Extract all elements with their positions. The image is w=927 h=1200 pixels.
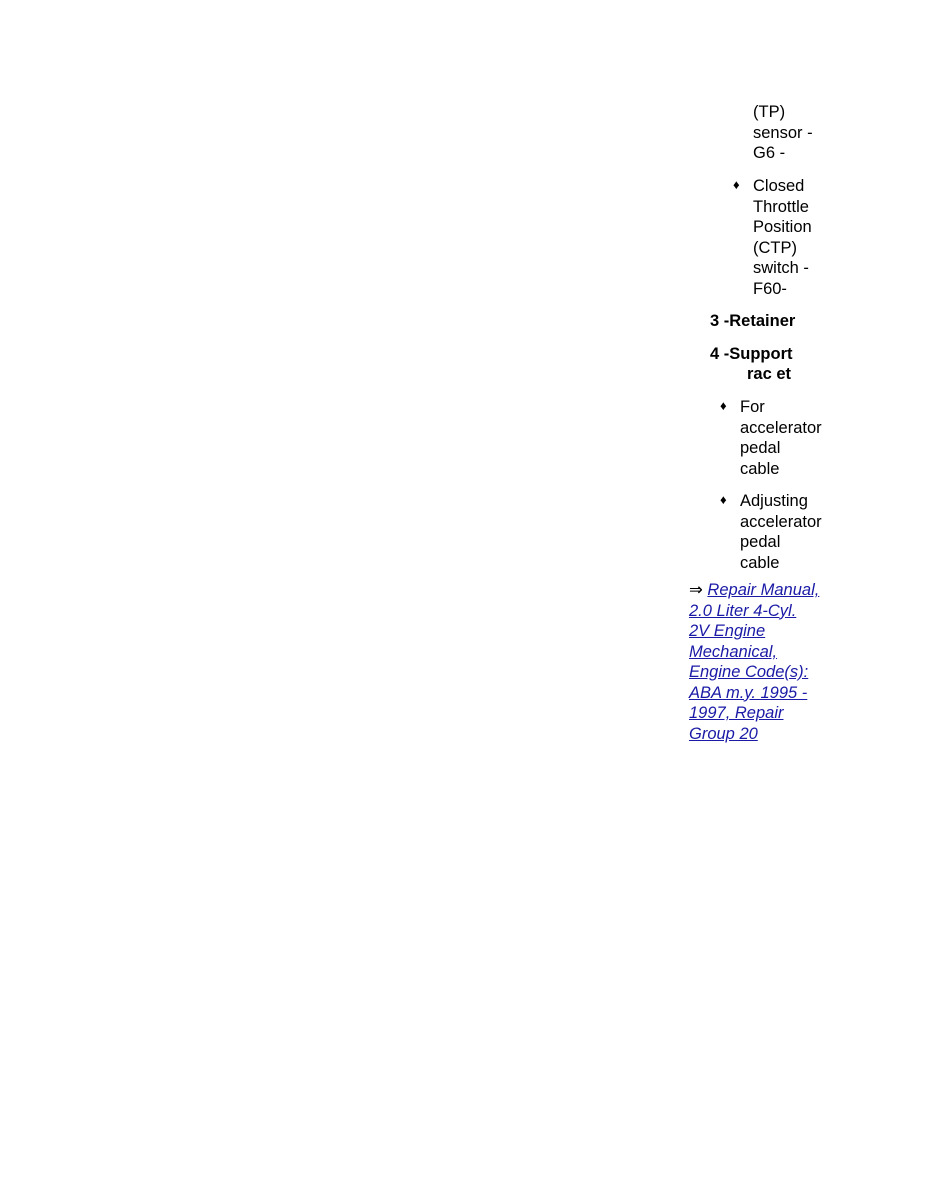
- item-3-label: Retainer: [729, 312, 796, 330]
- tp-sensor-line: G6 -: [753, 144, 786, 162]
- item-3-heading: [710, 311, 795, 332]
- ctp-switch-line: switch -: [753, 259, 809, 277]
- bullet-line: cable: [740, 553, 780, 572]
- bullet-line: For: [740, 398, 765, 416]
- repair-manual-link[interactable]: [689, 581, 839, 744]
- item-4-label-line1: Support: [729, 345, 793, 363]
- repair-manual-reference: [689, 580, 839, 744]
- tp-sensor-line: sensor -: [753, 123, 813, 142]
- link-line: 2.0 Liter 4-Cyl.: [689, 601, 797, 620]
- ctp-switch-text: [753, 176, 812, 299]
- bullet-line: pedal: [740, 533, 781, 551]
- link-line: Repair Manual,: [707, 581, 820, 599]
- bullet-line: accelerator: [740, 418, 822, 437]
- item-4-bullet-2-text: [740, 491, 822, 573]
- link-line: Engine Code(s):: [689, 663, 809, 681]
- bullet-line: accelerator: [740, 512, 822, 531]
- link-line: 2V Engine: [689, 622, 766, 640]
- ctp-switch-line: F60-: [753, 279, 787, 298]
- bullet-diamond-icon: ♦: [733, 177, 740, 192]
- ctp-switch-line: Throttle: [753, 197, 809, 216]
- link-line: ABA m.y. 1995 -: [689, 683, 808, 702]
- ctp-switch-line: Closed: [753, 177, 805, 195]
- arrow-right-icon: ⇒: [689, 581, 703, 599]
- ctp-switch-line: Position: [753, 218, 812, 236]
- bullet-diamond-icon: ♦: [720, 398, 727, 413]
- bullet-diamond-icon: ♦: [720, 492, 727, 507]
- tp-sensor-text: [753, 102, 813, 164]
- link-line: Group 20: [689, 724, 758, 743]
- link-line: Mechanical,: [689, 642, 778, 661]
- bullet-line: Adjusting: [740, 492, 808, 510]
- bullet-line: cable: [740, 459, 780, 478]
- item-4-heading: [710, 344, 793, 365]
- item-3-number: 3 -: [710, 312, 730, 330]
- ctp-switch-line: (CTP): [753, 238, 797, 257]
- item-4-label-line2: rac et: [747, 365, 792, 383]
- item-4-bullet-1-text: [740, 397, 822, 479]
- tp-sensor-line: (TP): [753, 103, 786, 121]
- bullet-line: pedal: [740, 439, 781, 457]
- link-line: 1997, Repair: [689, 704, 784, 722]
- item-4-number: 4 -: [710, 345, 730, 363]
